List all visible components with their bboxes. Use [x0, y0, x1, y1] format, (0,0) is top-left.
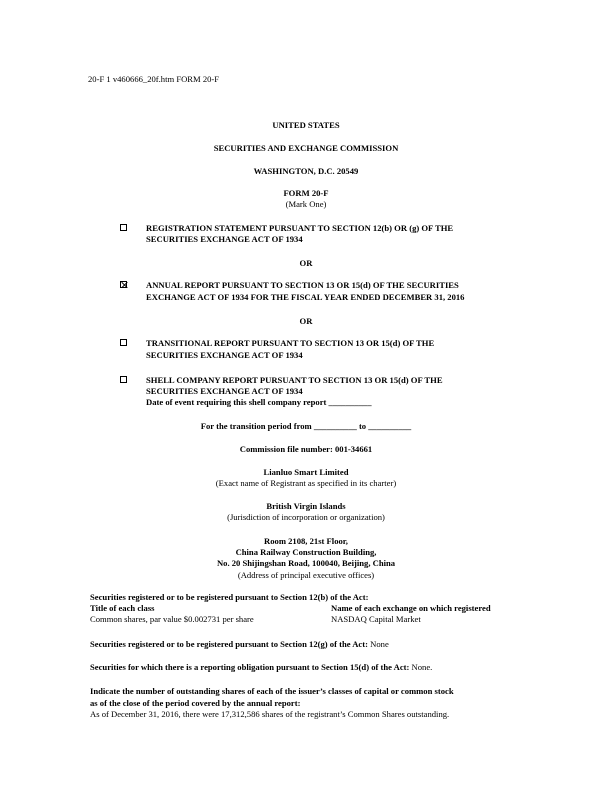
exchange-name-value: NASDAQ Capital Market	[331, 614, 421, 624]
option-registration-line1: REGISTRATION STATEMENT PURSUANT TO SECTION 12(b) OR (g) OF THE	[146, 223, 454, 233]
registrant-caption: (Exact name of Registrant as specified in its charter)	[215, 478, 397, 488]
title-of-class-header: Title of each class	[90, 603, 155, 613]
securities-15d-value: None.	[411, 662, 433, 672]
securities-12g-value: None	[370, 639, 389, 649]
outstanding-shares-line2: as of the close of the period covered by the annual report:	[90, 698, 301, 708]
exchange-name-header: Name of each exchange on which registered	[331, 603, 491, 613]
option-shell-line2: SECURITIES EXCHANGE ACT OF 1934	[146, 386, 303, 396]
shell-company-checkbox[interactable]	[120, 376, 127, 383]
shell-event-date-line: Date of event requiring this shell company report __________	[146, 397, 372, 407]
file-header-line: 20-F 1 v460666_20f.htm FORM 20-F	[88, 74, 220, 84]
securities-12b-heading: Securities registered or to be registered pursuant to Section 12(b) of the Act:	[90, 592, 369, 602]
option-transitional-line1: TRANSITIONAL REPORT PURSUANT TO SECTION 13 OR 15(d) OF THE	[146, 338, 435, 348]
outstanding-shares-line1: Indicate the number of outstanding shares of each of the issuer’s classes of capital or common stock	[90, 686, 454, 696]
title-united-states: UNITED STATES	[272, 120, 340, 130]
address-line3: No. 20 Shijingshan Road, 100040, Beijing, China	[216, 558, 396, 568]
securities-12g-line	[90, 639, 389, 650]
securities-12g-label: Securities registered or to be registered pursuant to Section 12(g) of the Act:	[90, 639, 368, 649]
securities-15d-label: Securities for which there is a reporting obligation pursuant to Section 15(d) of the Act:	[90, 662, 410, 672]
option-annual-line2: EXCHANGE ACT OF 1934 FOR THE FISCAL YEAR ENDED DECEMBER 31, 2016	[146, 292, 465, 302]
option-shell-line1: SHELL COMPANY REPORT PURSUANT TO SECTION 13 OR 15(d) OF THE	[146, 375, 443, 385]
address-line2: China Railway Construction Building,	[235, 547, 377, 557]
jurisdiction-name: British Virgin Islands	[266, 501, 346, 511]
transitional-report-checkbox[interactable]	[120, 339, 127, 346]
securities-15d-line	[90, 662, 432, 673]
address-line1: Room 2108, 21st Floor,	[264, 536, 348, 546]
title-sec: SECURITIES AND EXCHANGE COMMISSION	[213, 143, 399, 153]
or-separator: OR	[299, 316, 313, 326]
class-title-value: Common shares, par value $0.002731 per share	[90, 614, 254, 624]
mark-one-caption: (Mark One)	[285, 199, 327, 209]
option-annual-line1: ANNUAL REPORT PURSUANT TO SECTION 13 OR 15(d) OF THE SECURITIES	[146, 280, 459, 290]
option-registration-line2: SECURITIES EXCHANGE ACT OF 1934	[146, 234, 303, 244]
jurisdiction-caption: (Jurisdiction of incorporation or organization)	[227, 512, 385, 522]
commission-file-number: Commission file number: 001-34661	[239, 444, 373, 454]
title-washington: WASHINGTON, D.C. 20549	[253, 166, 359, 176]
option-transitional-line2: SECURITIES EXCHANGE ACT OF 1934	[146, 350, 303, 360]
annual-report-checkbox[interactable]	[120, 281, 127, 288]
form-title: FORM 20-F	[283, 188, 329, 198]
registration-statement-checkbox[interactable]	[120, 224, 127, 231]
outstanding-shares-statement: As of December 31, 2016, there were 17,312,586 shares of the registrant’s Common Shares outstanding.	[90, 709, 450, 719]
address-caption: (Address of principal executive offices)	[237, 570, 375, 580]
or-separator: OR	[299, 258, 313, 268]
registrant-name: Lianluo Smart Limited	[263, 467, 349, 477]
transition-period-line: For the transition period from __________ to __________	[200, 421, 412, 431]
